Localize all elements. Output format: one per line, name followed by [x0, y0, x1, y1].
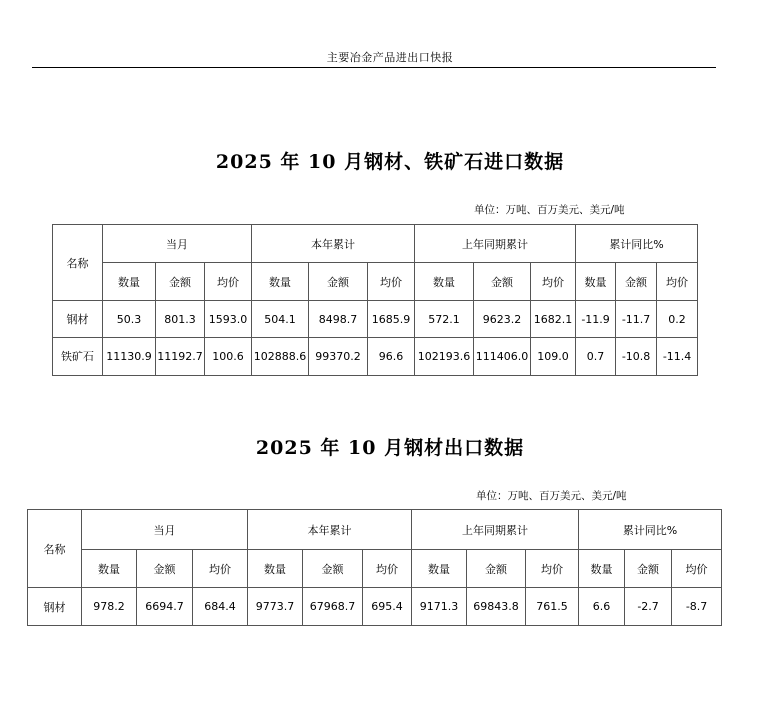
table-cell: 6.6	[579, 588, 625, 626]
export-sub-header: 数量	[412, 550, 467, 588]
import-sub-header-row	[53, 263, 698, 301]
table-cell: 9623.2	[474, 301, 531, 338]
table-cell: 1682.1	[531, 301, 576, 338]
table-cell: 978.2	[82, 588, 137, 626]
import-sub-header: 数量	[252, 263, 309, 301]
table-cell: 100.6	[205, 338, 252, 376]
table-cell: 8498.7	[309, 301, 368, 338]
table-cell: 0.7	[576, 338, 616, 376]
table-cell: -11.9	[576, 301, 616, 338]
table-cell: -2.7	[625, 588, 672, 626]
table-cell: 1593.0	[205, 301, 252, 338]
export-title: 2025 年 10 月钢材出口数据	[255, 437, 525, 459]
table-cell: 102193.6	[415, 338, 474, 376]
table-cell: 1685.9	[368, 301, 415, 338]
export-sub-header: 均价	[363, 550, 412, 588]
table-cell: -8.7	[672, 588, 722, 626]
table-cell: -11.7	[616, 301, 657, 338]
export-sub-header: 均价	[526, 550, 579, 588]
import-group-ytd: 本年累计	[252, 225, 415, 263]
import-unit-note: 单位：万吨、百万美元、美元/吨	[474, 204, 625, 216]
import-sub-header: 金额	[309, 263, 368, 301]
table-cell: 69843.8	[467, 588, 526, 626]
table-cell: 684.4	[193, 588, 248, 626]
import-sub-header: 数量	[103, 263, 156, 301]
table-cell: 102888.6	[252, 338, 309, 376]
import-sub-header: 均价	[657, 263, 698, 301]
export-sub-header: 金额	[467, 550, 526, 588]
report-header: 主要冶金产品进出口快报	[326, 51, 454, 64]
table-cell: 109.0	[531, 338, 576, 376]
export-sub-header: 数量	[248, 550, 303, 588]
import-sub-header: 数量	[415, 263, 474, 301]
table-cell: 695.4	[363, 588, 412, 626]
row-name: 铁矿石	[53, 338, 103, 376]
import-group-current-month: 当月	[103, 225, 252, 263]
export-sub-header: 数量	[579, 550, 625, 588]
table-cell: 9171.3	[412, 588, 467, 626]
table-cell: 504.1	[252, 301, 309, 338]
row-name: 钢材	[28, 588, 82, 626]
export-sub-header: 金额	[303, 550, 363, 588]
import-sub-header: 金额	[616, 263, 657, 301]
import-sub-header: 均价	[531, 263, 576, 301]
table-cell: 111406.0	[474, 338, 531, 376]
import-table	[52, 224, 698, 376]
table-cell: -10.8	[616, 338, 657, 376]
import-sub-header: 均价	[368, 263, 415, 301]
export-sub-header: 均价	[193, 550, 248, 588]
table-cell: 572.1	[415, 301, 474, 338]
export-sub-header: 金额	[625, 550, 672, 588]
export-table	[27, 509, 722, 626]
table-cell: 6694.7	[137, 588, 193, 626]
export-sub-header: 数量	[82, 550, 137, 588]
import-group-header-row	[53, 225, 698, 263]
export-group-current-month: 当月	[82, 510, 248, 550]
import-sub-header: 金额	[474, 263, 531, 301]
export-group-ytd: 本年累计	[248, 510, 412, 550]
export-group-prior-ytd: 上年同期累计	[412, 510, 579, 550]
table-cell: 99370.2	[309, 338, 368, 376]
table-cell: 67968.7	[303, 588, 363, 626]
export-sub-header: 金额	[137, 550, 193, 588]
table-cell: 11192.7	[156, 338, 205, 376]
table-cell: 11130.9	[103, 338, 156, 376]
table-cell: 9773.7	[248, 588, 303, 626]
import-group-yoy: 累计同比%	[576, 225, 698, 263]
table-row	[53, 338, 698, 376]
export-group-header-row	[28, 510, 722, 550]
export-sub-header-row	[28, 550, 722, 588]
table-cell: 0.2	[657, 301, 698, 338]
table-cell: 761.5	[526, 588, 579, 626]
table-cell: -11.4	[657, 338, 698, 376]
table-cell: 96.6	[368, 338, 415, 376]
table-row	[53, 301, 698, 338]
import-sub-header: 数量	[576, 263, 616, 301]
row-name: 钢材	[53, 301, 103, 338]
export-unit-note: 单位：万吨、百万美元、美元/吨	[476, 490, 627, 502]
import-sub-header: 均价	[205, 263, 252, 301]
table-row	[28, 588, 722, 626]
table-cell: 50.3	[103, 301, 156, 338]
export-name-header: 名称	[28, 510, 82, 588]
import-name-header: 名称	[53, 225, 103, 301]
import-sub-header: 金额	[156, 263, 205, 301]
import-title: 2025 年 10 月钢材、铁矿石进口数据	[215, 151, 565, 173]
header-divider	[32, 67, 716, 68]
import-group-prior-ytd: 上年同期累计	[415, 225, 576, 263]
export-group-yoy: 累计同比%	[579, 510, 722, 550]
table-cell: 801.3	[156, 301, 205, 338]
export-sub-header: 均价	[672, 550, 722, 588]
